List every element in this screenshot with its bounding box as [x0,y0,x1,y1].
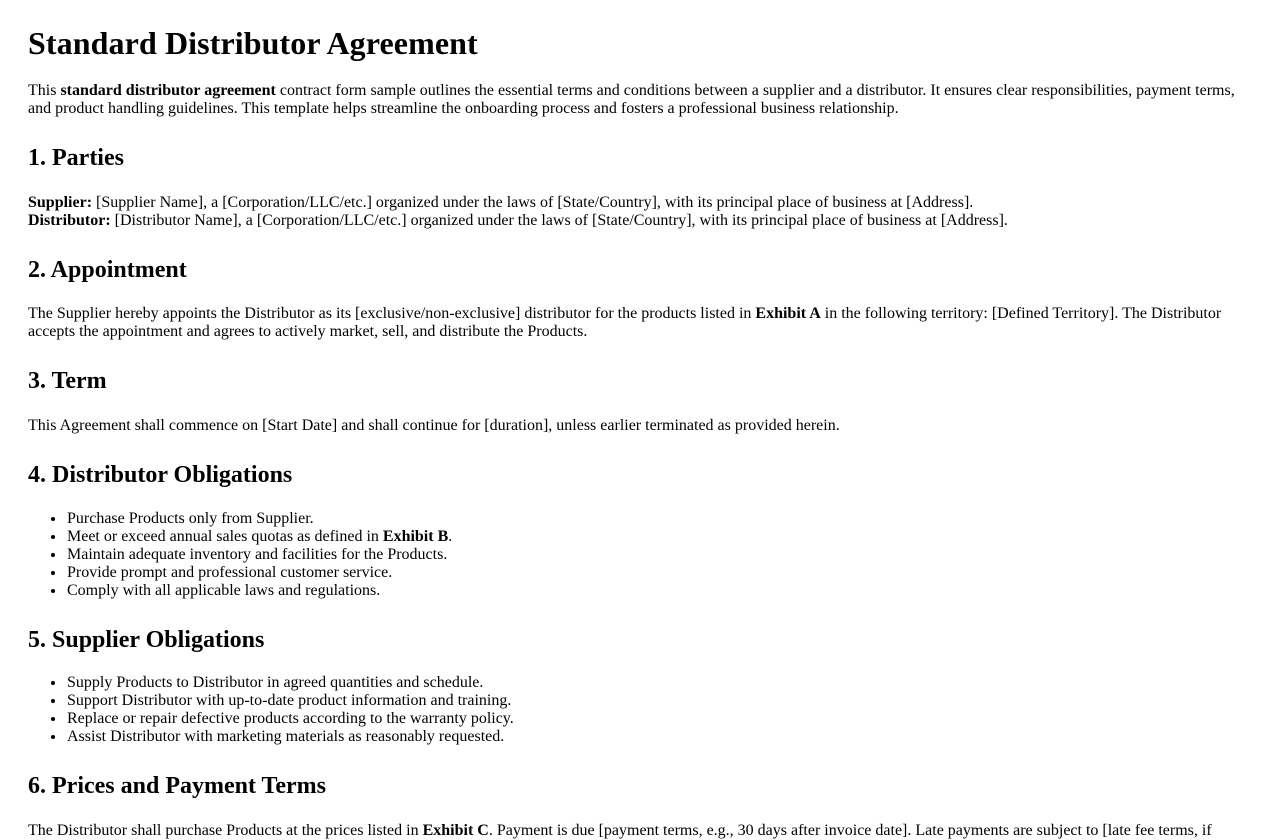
distributor-line [28,212,1236,230]
distributor-label: Distributor: [28,211,111,229]
intro-lead-plain: This [28,82,61,100]
parties-paragraph [28,194,1236,230]
list-item-tail: . [448,527,453,545]
list-item-text: Maintain adequate inventory and facilities for the Products. [67,545,448,563]
appointment-text-part2: in the following territory: [Defined Territory]. The Distributor accepts the appointment and agrees to actively market, sell, and distribute the Products. [28,305,1222,341]
section-heading-appointment: 2. Appointment [28,256,187,283]
exhibit-a-reference: Exhibit A [755,305,821,323]
supplier-label: Supplier: [28,193,93,211]
section-heading-parties: 1. Parties [28,145,124,172]
appointment-paragraph [28,305,1236,341]
section-heading-term: 3. Term [28,368,107,395]
list-item [66,564,1236,582]
list-item-text: Support Distributor with up-to-date product information and training. [67,692,512,710]
supplier-obligations-list [28,674,1236,746]
list-item [66,510,1236,528]
list-item [66,528,1236,546]
section-heading-prices-payment-terms: 6. Prices and Payment Terms [28,773,326,800]
supplier-text: [Supplier Name], a [Corporation/LLC/etc.] organized under the laws of [State/Country], with its principal place of business at [Address]. [92,193,974,211]
list-item [66,692,1236,710]
intro-lead-rest: contract form sample outlines the essential terms and conditions between a supplier and a distributor. It ensures clear responsibilities, payment terms, and product handling guidelines. This template helps streamline the onboarding process and fosters a professional business relationship. [28,82,1235,118]
list-item [66,710,1236,728]
document-page [0,26,1263,840]
intro-paragraph [28,82,1236,118]
intro-lead-bold: standard distributor agreement [60,82,276,100]
term-paragraph: This Agreement shall commence on [Start Date] and shall continue for [duration], unless earlier terminated as provided herein. [28,416,840,434]
list-item-bold: Exhibit B [382,527,449,545]
list-item [66,546,1236,564]
prices-payment-paragraph [28,822,1236,840]
distributor-text: [Distributor Name], a [Corporation/LLC/etc.] organized under the laws of [State/Country], with its principal place of business at [Address]. [110,211,1008,229]
list-item-text: Supply Products to Distributor in agreed quantities and schedule. [67,674,484,692]
list-item-text: Replace or repair defective products according to the warranty policy. [67,710,514,728]
list-item [66,728,1236,746]
page-title: Standard Distributor Agreement [28,25,478,61]
prices-text-part1: The Distributor shall purchase Products at the prices listed in [28,821,423,839]
exhibit-c-reference: Exhibit C [422,821,489,839]
supplier-line [28,194,1236,212]
list-item-text: Purchase Products only from Supplier. [67,509,314,527]
list-item-text: Comply with all applicable laws and regulations. [67,581,381,599]
section-heading-distributor-obligations: 4. Distributor Obligations [28,461,293,488]
list-item [66,674,1236,692]
list-item-text: Provide prompt and professional customer service. [67,563,393,581]
distributor-obligations-list [28,510,1236,600]
appointment-text-part1: The Supplier hereby appoints the Distributor as its [exclusive/non-exclusive] distributor for the products listed in [28,305,756,323]
section-heading-supplier-obligations: 5. Supplier Obligations [28,626,265,653]
prices-text-part2: . Payment is due [payment terms, e.g., 30 days after invoice date]. Late payments are subject to [late fee terms, if [488,821,1212,839]
list-item-text: Meet or exceed annual sales quotas as defined in [67,527,383,545]
list-item [66,582,1236,600]
list-item-text: Assist Distributor with marketing materials as reasonably requested. [67,728,505,746]
